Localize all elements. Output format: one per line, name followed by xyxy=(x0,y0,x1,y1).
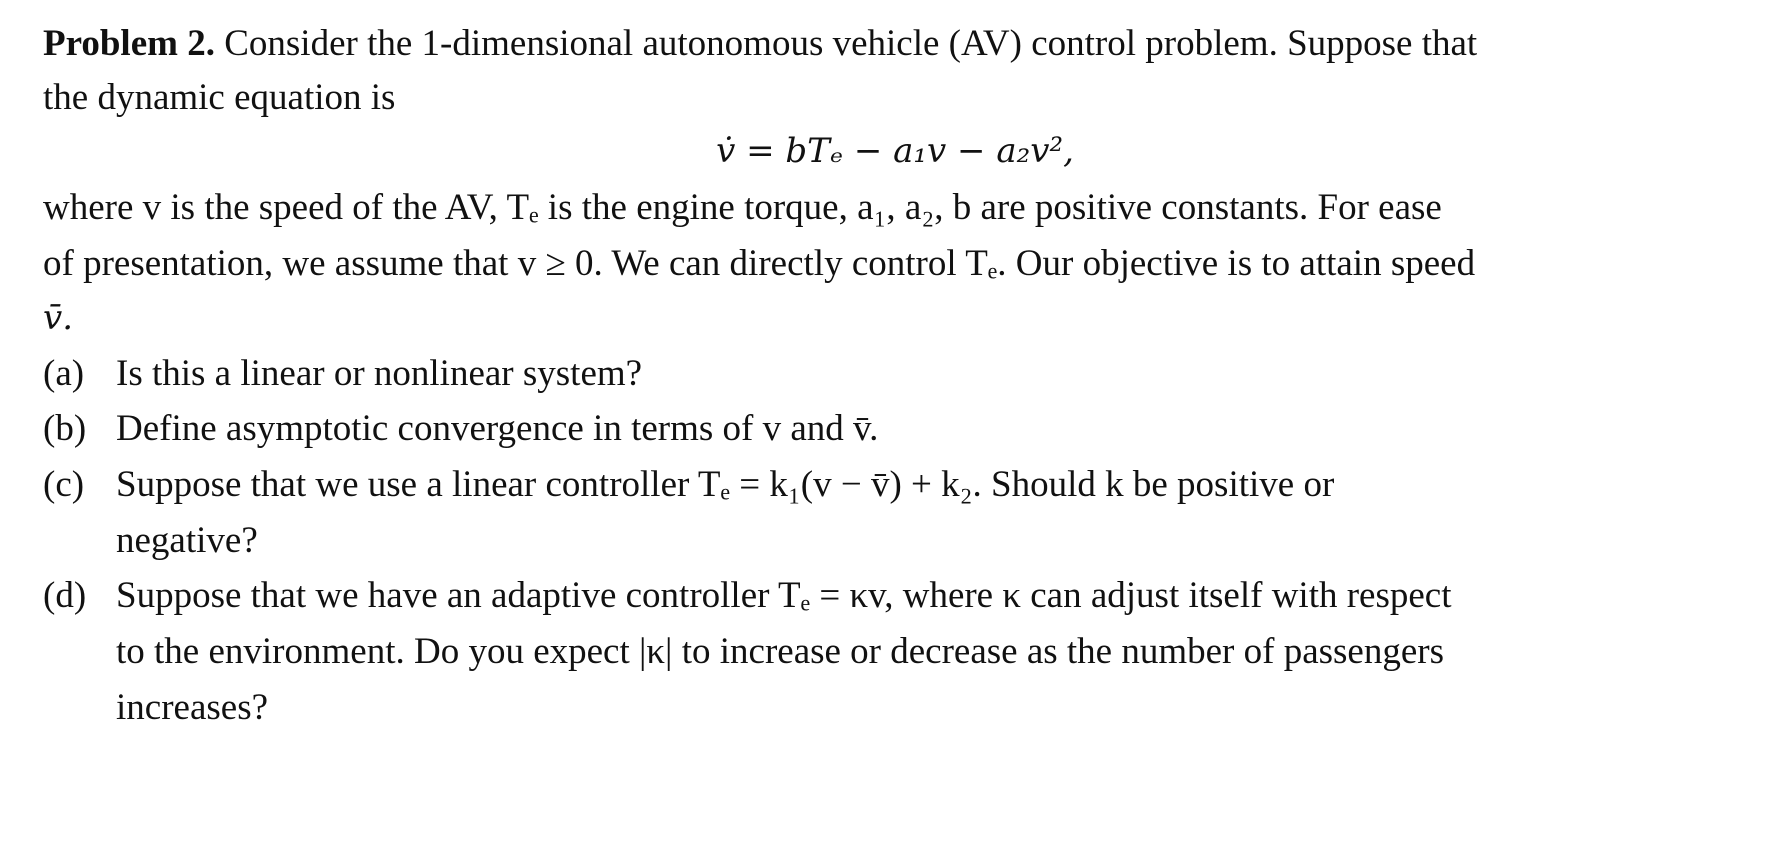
desc-line-1: where v is the speed of the AV, Tₑ is the engine torque, a₁, a₂, b are positive constants. For ease xyxy=(43,187,1442,228)
part-c-label: (c) xyxy=(43,464,85,505)
intro-line-1 xyxy=(43,22,1750,66)
desc-line-3 xyxy=(43,296,73,340)
equation-text: v̇ = bTₑ − a₁v − a₂v², xyxy=(716,131,1074,171)
part-a-label: (a) xyxy=(43,353,85,394)
problem-heading: Problem 2. xyxy=(43,23,215,64)
part-d-text-1: Suppose that we have an adaptive controller Tₑ = κv, where κ can adjust itself with respect xyxy=(116,575,1452,616)
part-c-text-2: negative? xyxy=(116,520,258,561)
part-b-label: (b) xyxy=(43,408,87,449)
intro-text-1: Consider the 1-dimensional autonomous vehicle (AV) control problem. Suppose that xyxy=(224,23,1478,64)
part-b-text: Define asymptotic convergence in terms of v and v̄. xyxy=(116,408,879,449)
part-a-text: Is this a linear or nonlinear system? xyxy=(116,353,643,394)
part-d-text-3: increases? xyxy=(116,687,269,728)
part-d-label: (d) xyxy=(43,575,87,616)
target-speed-symbol: v̄. xyxy=(43,298,74,338)
intro-line-2: the dynamic equation is xyxy=(43,77,396,118)
part-c-text-1: Suppose that we use a linear controller Tₑ = k₁(v − v̄) + k₂. Should k be positive or xyxy=(116,464,1335,505)
dynamic-equation xyxy=(0,128,1790,173)
desc-line-2: of presentation, we assume that v ≥ 0. We can directly control Tₑ. Our objective is to attain speed xyxy=(43,243,1476,284)
part-d-text-2: to the environment. Do you expect |κ| to increase or decrease as the number of passengers xyxy=(116,631,1444,672)
